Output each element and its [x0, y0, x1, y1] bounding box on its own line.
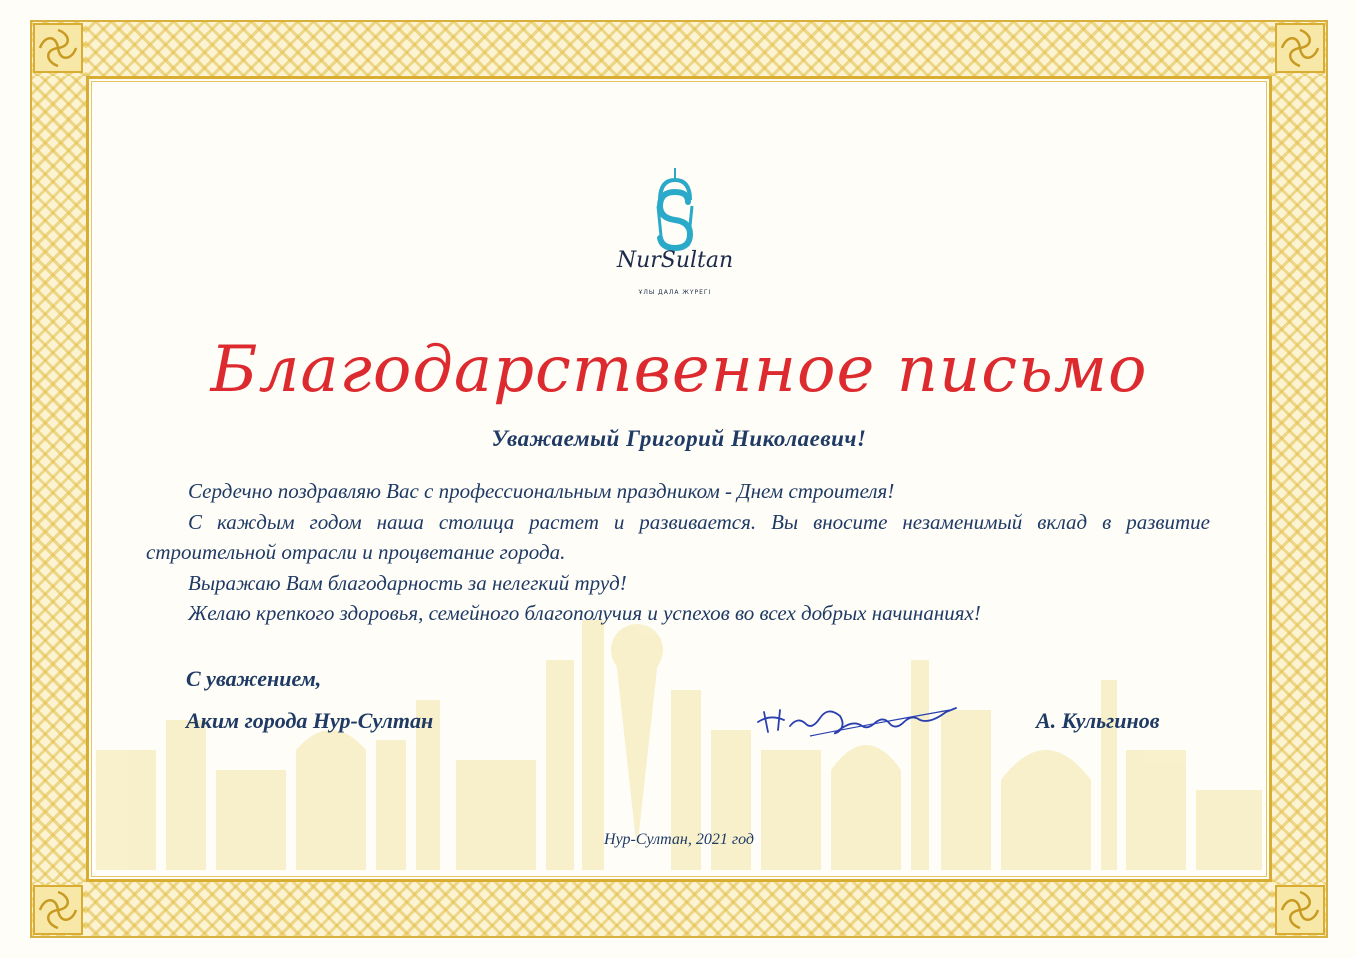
paragraph: С каждым годом наша столица растет и развивается. Вы вносите незаменимый вклад в развитие строительной отрасли и процветание города. — [146, 509, 1210, 564]
corner-ornament-icon — [1272, 882, 1328, 938]
city-skyline-watermark — [96, 600, 1262, 870]
corner-ornament-icon — [1272, 20, 1328, 76]
paragraph: Выражаю Вам благодарность за нелегкий труд! — [188, 570, 627, 595]
place-and-year: Нур-Султан, 2021 год — [604, 831, 754, 848]
signer-name: А. Кульгинов — [1036, 708, 1160, 733]
logo-tagline: ҰЛЫ ДАЛА ЖҮРЕГІ — [638, 289, 712, 296]
corner-ornament-icon — [30, 882, 86, 938]
closing-regards: С уважением, — [186, 666, 322, 691]
logo-wordmark: NurSultan — [616, 248, 734, 273]
nursultan-logo-icon — [600, 160, 750, 300]
handwritten-signature — [750, 696, 970, 746]
greeting: Уважаемый Григорий Николаевич! — [491, 426, 867, 451]
document-title: Благодарственное письмо — [210, 333, 1148, 407]
letter-body — [146, 476, 1210, 629]
paragraph: Желаю крепкого здоровья, семейного благополучия и успехов во всех добрых начинаниях! — [188, 601, 981, 625]
corner-ornament-icon — [30, 20, 86, 76]
paragraph: Сердечно поздравляю Вас с профессиональным праздником - Днем строителя! — [188, 479, 895, 503]
signer-position: Аким города Нур-Султан — [186, 708, 434, 733]
